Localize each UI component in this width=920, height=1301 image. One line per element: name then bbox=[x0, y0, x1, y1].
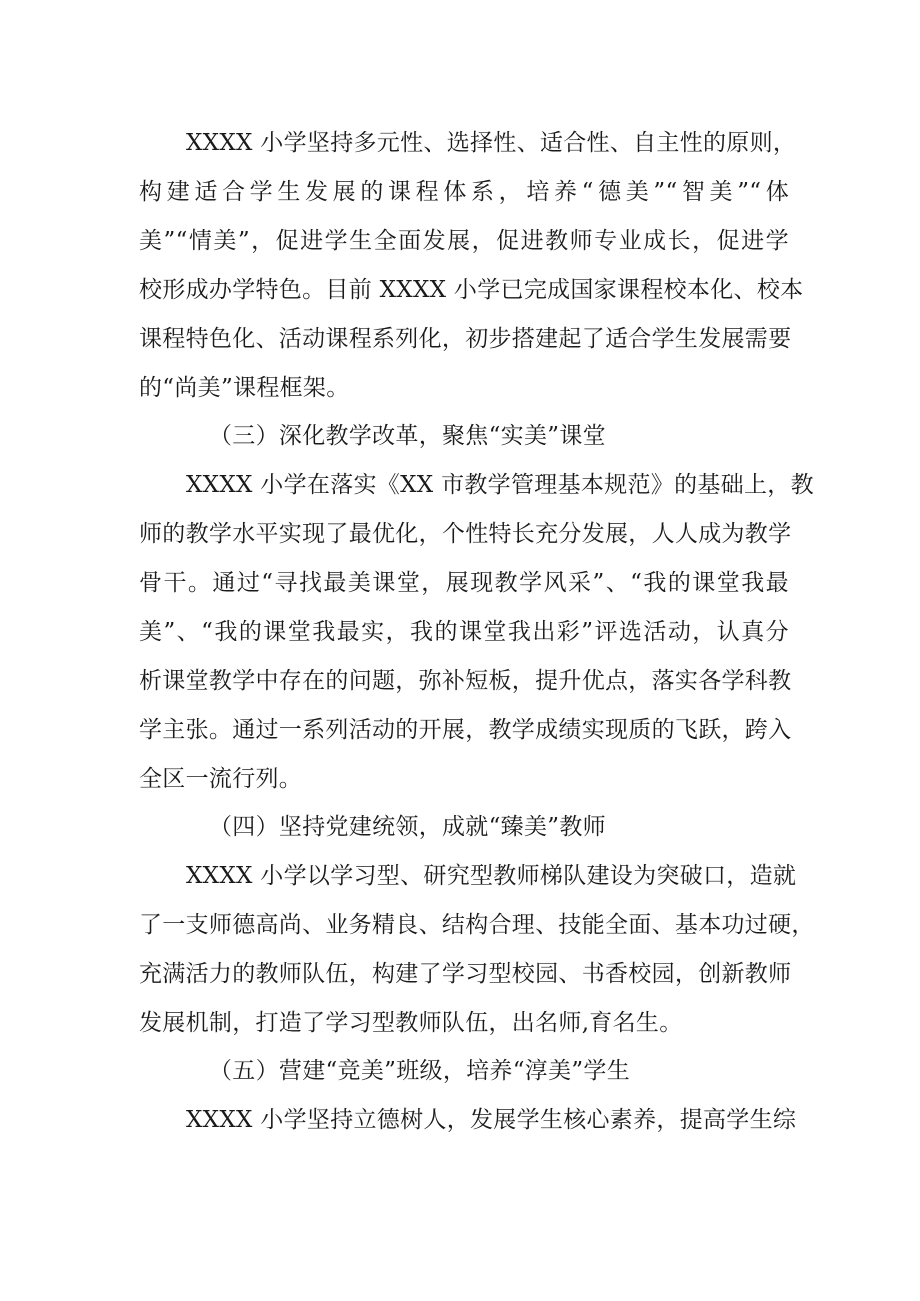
section-heading: （四）坚持党建统领，成就“臻美”教师 bbox=[209, 814, 606, 840]
paragraph-line: 的“尚美”课程框架。 bbox=[139, 375, 350, 401]
paragraph-line: 了一支师德高尚、业务精良、结构合理、技能全面、基本功过硬， bbox=[139, 912, 815, 938]
paragraph-line: 美”、“我的课堂我最实，我的课堂我出彩”评选活动，认真分 bbox=[139, 619, 789, 645]
paragraph-line: 全区一流行列。 bbox=[139, 766, 303, 792]
paragraph-line: 骨干。通过“寻找最美课堂，展现教学风采”、“我的课堂我最 bbox=[139, 570, 789, 596]
paragraph-line: 析课堂教学中存在的问题，弥补短板，提升优点，落实各学科教 bbox=[139, 668, 792, 694]
paragraph-line: 充满活力的教师队伍，构建了学习型校园、书香校园，创新教师 bbox=[139, 961, 792, 987]
paragraph-line: 校形成办学特色。目前 XXXX 小学已完成国家课程校本化、校本 bbox=[139, 277, 804, 303]
section-heading: （三）深化教学改革，聚焦“实美”课堂 bbox=[209, 423, 606, 449]
paragraph-line: XXXX 小学在落实《XX 市教学管理基本规范》的基础上，教 bbox=[186, 472, 814, 498]
paragraph-line: 课程特色化、活动课程系列化，初步搭建起了适合学生发展需要 bbox=[139, 326, 792, 352]
paragraph-line: 学主张。通过一系列活动的开展，教学成绩实现质的飞跃，跨入 bbox=[139, 717, 792, 743]
paragraph-line: XXXX 小学以学习型、研究型教师梯队建设为突破口，造就 bbox=[186, 863, 797, 889]
paragraph-line: 发展机制，打造了学习型教师队伍，出名师,育名生。 bbox=[139, 1010, 683, 1036]
paragraph-line: XXXX 小学坚持立德树人，发展学生核心素养，提高学生综 bbox=[186, 1107, 797, 1133]
paragraph-line: 美”“情美”，促进学生全面发展，促进教师专业成长，促进学 bbox=[139, 228, 789, 254]
paragraph-line: XXXX 小学坚持多元性、选择性、适合性、自主性的原则， bbox=[186, 130, 797, 156]
section-heading: （五）营建“竞美”班级，培养“淳美”学生 bbox=[209, 1058, 631, 1084]
paragraph-line: 师的教学水平实现了最优化，个性特长充分发展，人人成为教学 bbox=[139, 521, 792, 547]
paragraph-line: 构建适合学生发展的课程体系，培养“德美”“智美”“体 bbox=[139, 179, 789, 205]
